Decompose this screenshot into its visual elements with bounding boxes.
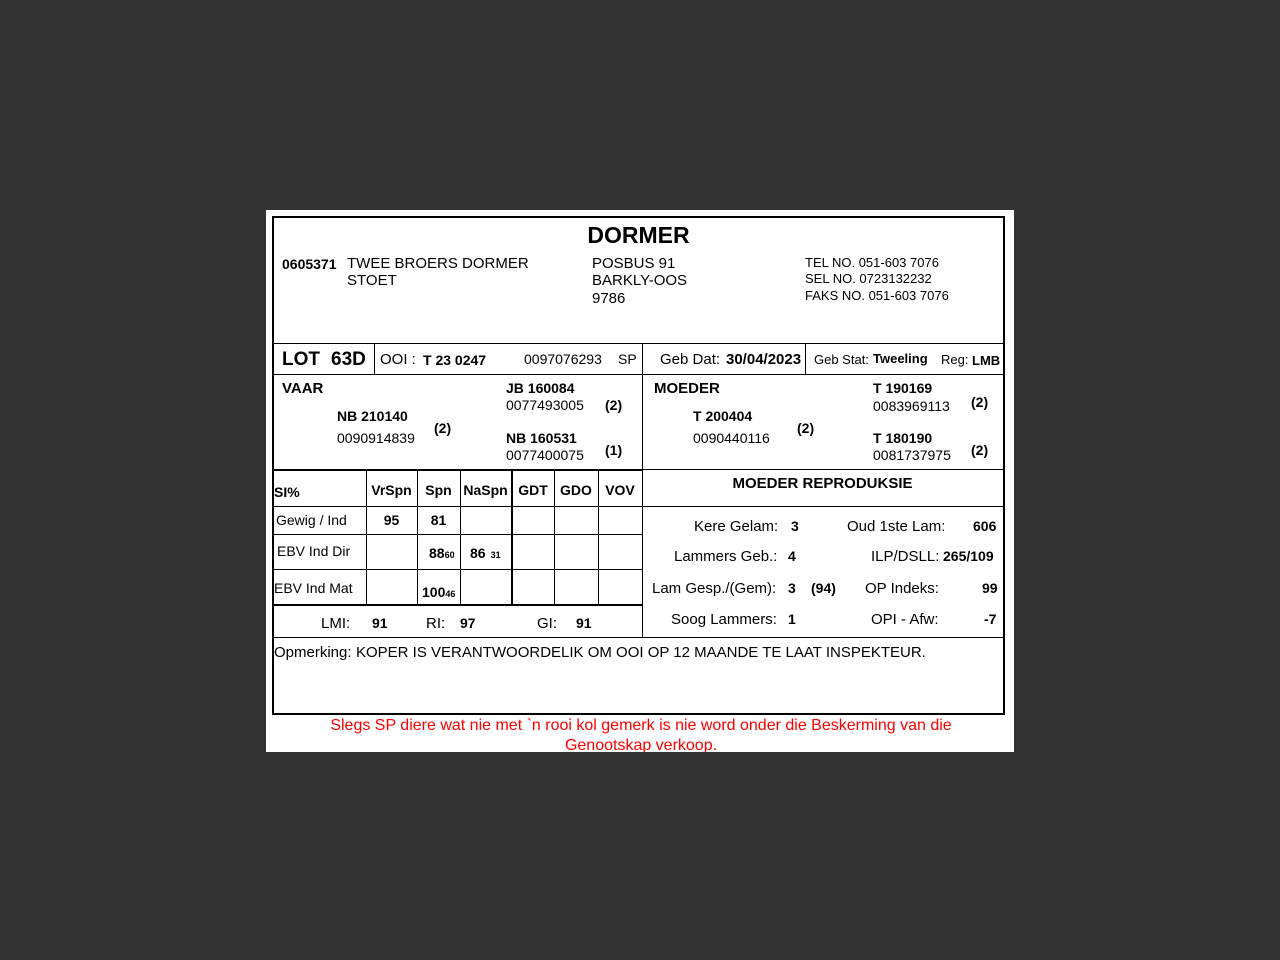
divider-remark-top <box>274 637 1003 638</box>
lot-label: LOT <box>282 349 320 370</box>
reg-value: LMB <box>972 353 1001 368</box>
lot-card <box>266 210 1014 752</box>
divider-table-row-1 <box>274 534 642 535</box>
ri-label: RI: <box>426 615 446 632</box>
geb-dat-value: 30/04/2023 <box>726 351 802 368</box>
vaar-label: VAAR <box>282 380 324 397</box>
gi-value: 91 <box>576 615 592 631</box>
row-ebv-ind-mat-spn-value: 100 <box>422 584 446 600</box>
address-line-2: BARKLY-OOS <box>592 272 688 289</box>
moeder-label: MOEDER <box>654 380 720 397</box>
vaar-sire-id: JB 160084 <box>506 380 575 396</box>
faks-number: FAKS NO. 051-603 7076 <box>805 288 949 303</box>
divider-center-lower <box>642 469 643 637</box>
moeder-dam-number: 0081737975 <box>873 447 951 463</box>
op-indeks-value: 99 <box>982 580 998 596</box>
divider-lot-3 <box>805 343 806 374</box>
row-ebv-ind-mat-spn-accuracy: 46 <box>445 589 456 599</box>
opi-afw-label: OPI - Afw: <box>871 611 939 628</box>
divider-lot-top <box>274 343 1003 344</box>
divider-table-row-2 <box>274 569 642 570</box>
sel-number: SEL NO. 0723132232 <box>805 271 932 286</box>
geb-dat-label: Geb Dat: <box>660 351 721 368</box>
col-spn: Spn <box>425 482 452 498</box>
moeder-sire-id: T 190169 <box>873 380 933 396</box>
divider-table-bottom <box>274 604 642 606</box>
vaar-dam-count: (1) <box>605 442 623 458</box>
sp-label: SP <box>618 351 637 367</box>
kere-gelam-label: Kere Gelam: <box>694 518 779 535</box>
animal-id-number: 0097076293 <box>524 351 602 367</box>
divider-repro-title <box>642 506 1003 507</box>
opi-afw-value: -7 <box>984 611 997 627</box>
breeder-number: 0605371 <box>282 256 337 272</box>
kere-gelam-value: 3 <box>791 518 799 534</box>
ooi-value: T 23 0247 <box>423 352 487 368</box>
reg-label: Reg: <box>941 352 969 367</box>
protection-notice: Slegs SP diere wat nie met `n rooi kol gemerk is nie word onder die Beskerming van die Genootskap verkoop. <box>330 717 952 752</box>
divider-lot-1 <box>374 343 375 374</box>
divider-performance-top-thick <box>274 470 642 471</box>
row-ebv-ind-dir-naspn-value: 86 <box>470 545 486 561</box>
row-gewig-ind-spn: 81 <box>430 512 447 528</box>
row-ebv-ind-dir-spn <box>429 545 455 561</box>
row-ebv-ind-mat-label: EBV Ind Mat <box>274 580 353 596</box>
row-ebv-ind-dir-label: EBV Ind Dir <box>277 543 351 559</box>
lammers-geb-value: 4 <box>788 548 796 564</box>
col-gdo: GDO <box>560 482 592 498</box>
address-line-3: 9786 <box>592 290 626 307</box>
address-line-1: POSBUS 91 <box>592 255 676 272</box>
op-indeks-label: OP Indeks: <box>865 580 939 597</box>
oud-1ste-lam-value: 606 <box>973 518 997 534</box>
col-si-percent: SI% <box>274 484 300 500</box>
vaar-sire-number: 0077493005 <box>506 397 584 413</box>
breed-title: DORMER <box>587 222 690 248</box>
col-vov: VOV <box>605 482 635 498</box>
soog-lammers-label: Soog Lammers: <box>671 611 777 628</box>
breeder-name-line-1: TWEE BROERS DORMER <box>347 255 529 272</box>
vaar-count: (2) <box>434 420 452 436</box>
row-ebv-ind-dir-spn-accuracy: 60 <box>444 550 455 560</box>
ooi-label: OOI : <box>380 351 416 368</box>
soog-lammers-value: 1 <box>788 611 796 627</box>
vaar-dam-number: 0077400075 <box>506 447 584 463</box>
divider-table-header <box>274 506 642 507</box>
col-naspn: NaSpn <box>463 482 508 498</box>
vaar-dam-id: NB 160531 <box>506 430 577 446</box>
moeder-id: T 200404 <box>693 408 753 424</box>
geb-stat-label: Geb Stat: <box>814 352 869 367</box>
ilp-dsll-label: ILP/DSLL: <box>871 548 940 565</box>
ri-value: 97 <box>460 615 476 631</box>
lam-gesp-label: Lam Gesp./(Gem): <box>652 580 777 597</box>
moeder-dam-id: T 180190 <box>873 430 933 446</box>
opmerking-label: Opmerking: <box>274 644 352 661</box>
divider-lot-bottom <box>274 374 1003 375</box>
col-gdt: GDT <box>518 482 548 498</box>
row-ebv-ind-dir-spn-value: 88 <box>429 545 445 561</box>
moeder-dam-count: (2) <box>971 442 989 458</box>
row-ebv-ind-dir-naspn-accuracy: 31 <box>490 550 501 560</box>
tel-number: TEL NO. 051-603 7076 <box>805 255 939 270</box>
moeder-sire-count: (2) <box>971 394 989 410</box>
opmerking-text: KOPER IS VERANTWOORDELIK OM OOI OP 12 MAANDE TE LAAT INSPEKTEUR. <box>356 644 926 661</box>
oud-1ste-lam-label: Oud 1ste Lam: <box>847 518 946 535</box>
vaar-number: 0090914839 <box>337 430 415 446</box>
lmi-label: LMI: <box>321 615 351 632</box>
geb-stat-value: Tweeling <box>873 351 928 366</box>
moeder-sire-number: 0083969113 <box>873 398 950 414</box>
vaar-id: NB 210140 <box>337 408 408 424</box>
row-gewig-ind-vrspn: 95 <box>383 512 400 528</box>
col-vrspn: VrSpn <box>371 482 412 498</box>
vaar-sire-count: (2) <box>605 397 623 413</box>
lam-gem-value: (94) <box>811 580 836 596</box>
card-frame <box>272 216 1005 715</box>
divider-center <box>642 343 643 469</box>
row-ebv-ind-mat-spn <box>422 584 455 600</box>
row-ebv-ind-dir-naspn <box>470 545 501 561</box>
row-gewig-ind-label: Gewig / Ind <box>276 512 347 528</box>
breeder-name-line-2: STOET <box>347 272 397 289</box>
lammers-geb-label: Lammers Geb.: <box>674 548 778 565</box>
moeder-count: (2) <box>797 420 815 436</box>
lot-number: 63D <box>331 349 366 370</box>
lam-gesp-value: 3 <box>788 580 796 596</box>
ilp-dsll-value: 265/109 <box>943 548 994 564</box>
gi-label: GI: <box>537 615 558 632</box>
lmi-value: 91 <box>372 615 388 631</box>
moeder-number: 0090440116 <box>693 430 770 446</box>
moeder-reproduksie-title: MOEDER REPRODUKSIE <box>732 475 913 492</box>
